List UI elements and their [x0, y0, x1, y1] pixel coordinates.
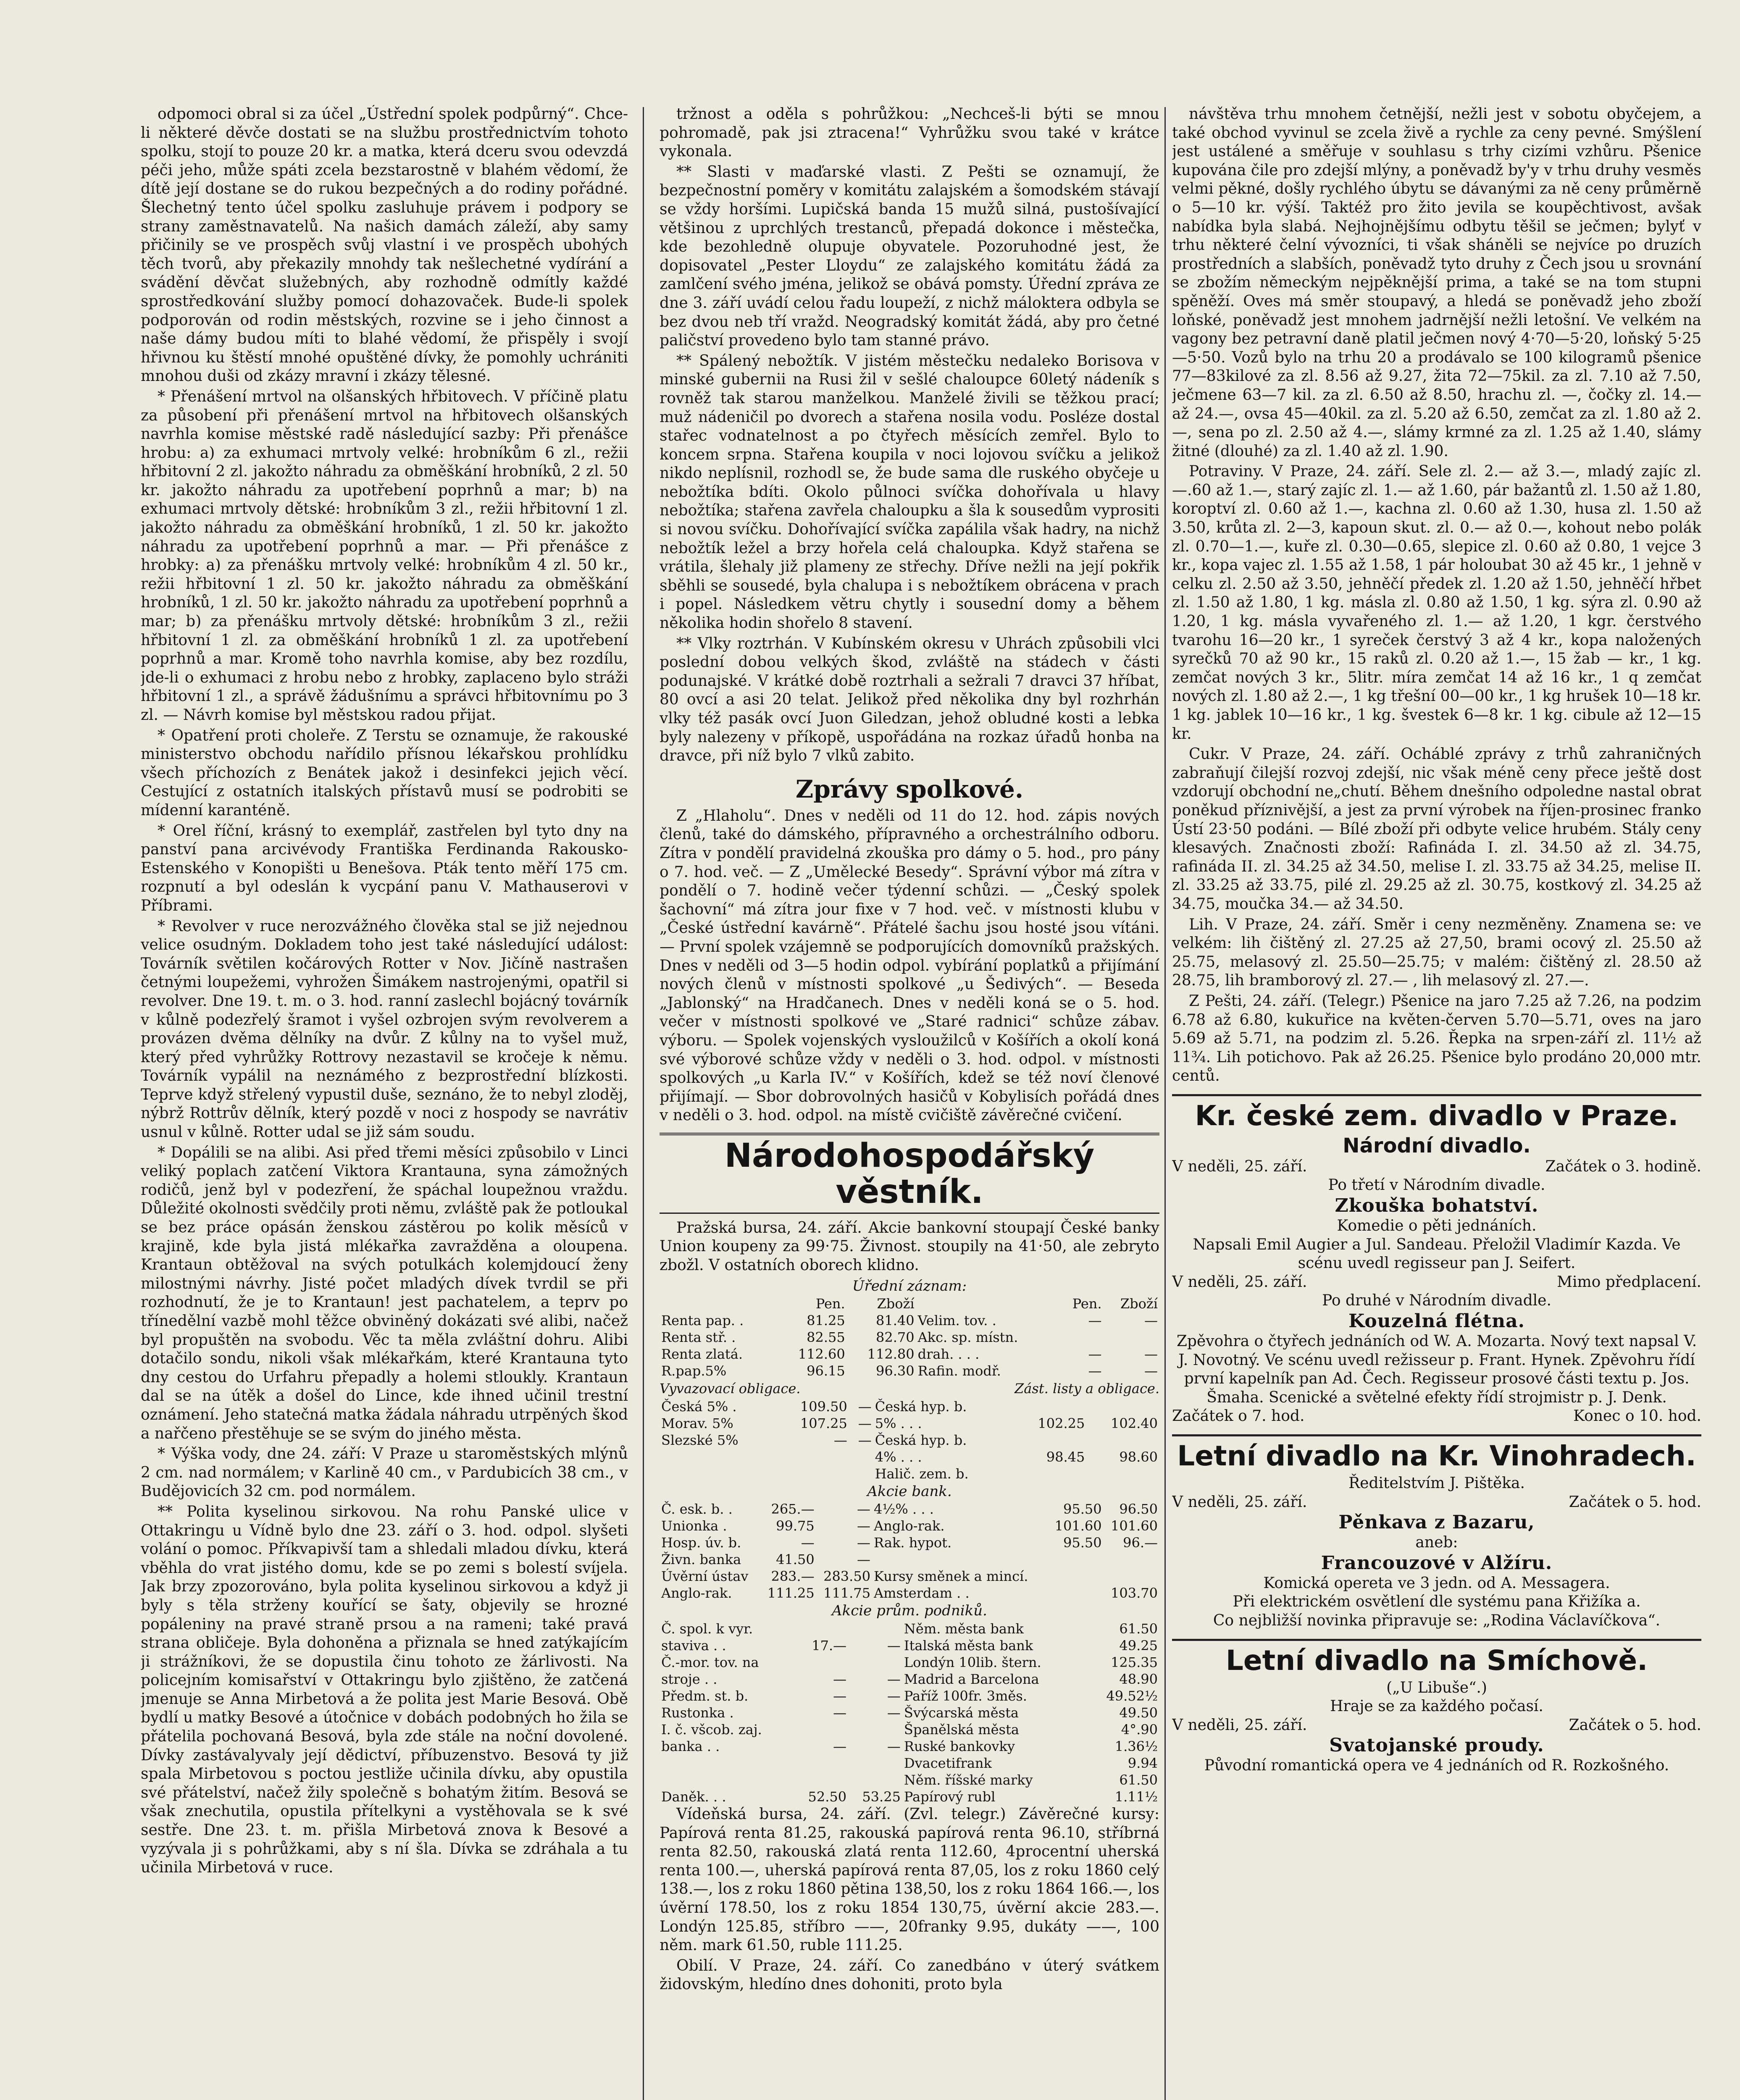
table-cell	[1084, 1772, 1088, 1788]
theatre-note: Při elektrickém osvětlení dle systému pana Křižíka a.	[1233, 1593, 1641, 1611]
table-cell	[794, 1620, 848, 1637]
table-cell	[794, 1721, 848, 1738]
table-cell: 283.—	[771, 1568, 815, 1585]
theatre-date: V neděli, 25. září.	[1172, 1273, 1307, 1291]
table-row	[660, 1704, 1159, 1721]
article-text: Potraviny. V Praze, 24. září. Sele zl. 2.— až 3.—, mladý zajíc zl. —.60 až 1.—, starý zajíc zl. 1.— až 1.60, pár bažantů zl. 1.50 až 1.80, koroptví zl. 0.60 až 1.—, kachna zl. 0.60 až 1.30, husa zl. 1.50 až 3.50, krůta zl. 2—3, kapoun skut. zl. 0.— až 0.—, kohout nebo polák zl. 0.70—1.—, kuře zl. 0.30—0.65, slepice zl. 0.60 až 0.80, 1 vejce 3 kr., kopa vajec zl. 1.55 až 1.58, 1 pár holoubat 30 až 45 kr., 1 jehně v celku zl. 2.50 až 3.50, jehněčí předek zl. 1.20 až 1.50, jehněčí hřbet zl. 1.50 až 1.80, 1 kg. másla zl. 0.80 až 1.50, 1 kg. sýra zl. 0.90 až 1.20, 1 kg. másla vyvařeného zl. 1.— až 1.20, 1 kgr. čerstvého tvarohu 16—20 kr., 1 syreček čerstvý 3 až 4 kr., kopa naložených syrečků 70 až 90 kr., 15 raků zl. 0.20 až 1.—, 15 žab — kr., 1 kg. zemčat nových 3 kr., 5litr. míra zemčat 14 až 16 kr., 1 q zemčat nových zl. 1.80 až 2.—, 1 kg třešní 00—00 kr., 1 kg hrušek 10—18 kr. 1 kg. jablek 10—16 kr., 1 kg. švestek 6—8 kr. 1 kg. cibule až 12—15 kr.	[1172, 463, 1701, 743]
table-row	[660, 1585, 1159, 1601]
column-divider	[1164, 107, 1166, 2100]
table-cell: 4½% . . .	[874, 1501, 934, 1517]
table-cell: 82.70	[875, 1329, 915, 1346]
theatre-start: Začátek o 3. hodině.	[1545, 1158, 1701, 1175]
table-cell	[1059, 1329, 1104, 1346]
table-cell: Něm. říšské marky	[904, 1772, 1033, 1788]
theatre-name: Národní divadlo.	[1343, 1134, 1531, 1158]
table-cell: Halič. zem. b.	[875, 1465, 969, 1482]
play-title: Svatojanské proudy.	[1329, 1735, 1544, 1756]
theatre-subname: („U Libuše“.)	[1386, 1679, 1487, 1696]
table-cell: 99.75	[776, 1518, 815, 1534]
table-cell: 283.50	[823, 1568, 871, 1585]
table-cell: 17.—	[812, 1638, 847, 1654]
table-cell: —	[857, 1535, 871, 1551]
table-cell	[848, 1755, 902, 1772]
table-caption: Úřední záznam:	[852, 1277, 967, 1294]
table-subhead: Akcie prům. podniků.	[832, 1602, 987, 1620]
article-text: * Výška vody, dne 24. září: V Praze u staroměstských mlýnů 2 cm. nad normálem; v Karlině 40 cm., v Pardubicích 38 cm., v Budějovicích 32 cm. pod normálem.	[141, 1445, 628, 1500]
table-cell: —	[887, 1671, 901, 1688]
theatre-date: V neděli, 25. září.	[1172, 1158, 1307, 1175]
bourse-table	[660, 1620, 1159, 1805]
table-cell	[1084, 1738, 1088, 1755]
table-cell	[776, 1449, 849, 1465]
table-row	[660, 1346, 1159, 1362]
column-divider	[643, 107, 644, 2100]
table-cell: 4% . . .	[875, 1449, 922, 1465]
table-cell	[848, 1654, 902, 1671]
table-cell	[1084, 1654, 1088, 1671]
theatre-line	[1172, 1493, 1701, 1512]
table-cell	[1014, 1465, 1087, 1482]
play-subtitle: aneb:	[1415, 1534, 1458, 1551]
play-title: Pěnkava z Bazaru,	[1338, 1512, 1535, 1533]
table-row	[660, 1551, 1159, 1568]
play-genre: Komická opereta ve 3 jedn. od A. Messagera.	[1263, 1574, 1610, 1592]
table-cell	[848, 1772, 902, 1788]
column-2	[660, 105, 1159, 2100]
table-cell	[660, 1449, 776, 1465]
table-row	[660, 1654, 1159, 1671]
table-cell	[1084, 1704, 1088, 1721]
table-cell: 96.15	[807, 1363, 845, 1379]
section-masthead: Národohospodářský věstník.	[660, 1133, 1159, 1214]
table-cell	[660, 1755, 794, 1772]
table-cell: —	[833, 1671, 847, 1688]
table-row	[660, 1432, 1159, 1449]
table-cell: —	[801, 1535, 815, 1551]
table-cell: Rak. hypot.	[874, 1535, 952, 1551]
table-cell: —	[1088, 1363, 1102, 1379]
table-cell: Úvěrní ústav	[661, 1568, 749, 1585]
table-cell: Rustonka .	[661, 1705, 734, 1721]
table-cell	[1084, 1688, 1088, 1704]
table-cell: Ruské bankovky	[904, 1738, 1015, 1755]
table-row	[660, 1738, 1159, 1755]
theatre-heading: Letní divadlo na Smíchově.	[1172, 1639, 1701, 1676]
table-cell: Paříž 100fr. 3měs.	[904, 1688, 1027, 1704]
table-cell	[848, 1620, 902, 1637]
table-row	[660, 1465, 1159, 1482]
table-cell: —	[1088, 1346, 1102, 1362]
table-cell: —	[887, 1738, 901, 1755]
table-cell: Anglo-rak.	[874, 1518, 945, 1534]
table-row	[660, 1534, 1159, 1551]
table-cell: 112.60	[798, 1346, 845, 1362]
article-text: ** Vlky roztrhán. V Kubínském okresu v Uhrách způsobili vlci poslední dobou velkých škod, zvláště na stádech v části podunajské. V krátké době roztrhali a sežrali 7 dravci 37 hříbat, 80 ovcí a asi 20 telat. Jelikož před několika dny byl rozhrhán vlky též pasák ovcí Juon Giledzan, jehož obludné kosti a lebka byly nalezeny v příkopě, uspořádána na rozkaz úřadů honba na dravce, při níž bylo 7 vlků zabito.	[660, 635, 1159, 765]
theatre-note: Mimo předplacení.	[1557, 1273, 1701, 1291]
bourse-table	[660, 1295, 1159, 1379]
table-cell: banka . .	[661, 1738, 720, 1755]
play-title: Zkouška bohatství.	[1335, 1195, 1539, 1217]
table-row	[660, 1517, 1159, 1534]
table-cell: Č. esk. b. .	[661, 1501, 733, 1517]
table-row	[660, 1620, 1159, 1637]
table-cell: 52.50	[808, 1789, 847, 1805]
table-cell: —	[857, 1551, 871, 1568]
table-cell: Pen.	[1072, 1296, 1102, 1312]
table-cell	[776, 1465, 849, 1482]
table-row	[660, 1312, 1159, 1329]
table-cell: Londýn 10lib. štern.	[904, 1654, 1041, 1671]
table-row	[660, 1788, 1159, 1805]
table-cell: 49.52½	[1106, 1688, 1158, 1704]
article-text: * Opatření proti choleře. Z Terstu se oznamuje, že rakouské ministerstvo obchodu nařídilo přísnou lékařskou prohlídku všech příchozích z Benátek jakož i desinfekci jejich věcí. Cestující z ostatních italských přístavů musí se podrobiti se mídenní karanténě.	[141, 727, 628, 819]
table-cell: Česká 5% .	[661, 1398, 737, 1415]
article-text: Z Pešti, 24. září. (Telegr.) Pšenice na jaro 7.25 až 7.26, na podzim 6.78 až 6.80, kukuřice na květen-červen 5.70—5.71, oves na jaro 5.69 až 5.71, na podzim zl. 5.26. Řepka na srpen-září zl. 11½ až 11¾. Lih potichovo. Pak až 26.25. Pšenice bylo prodáno 20,000 mtr. centů.	[1172, 992, 1701, 1085]
table-cell	[1086, 1432, 1159, 1449]
table-cell: 95.50	[1063, 1501, 1102, 1517]
table-cell: Velim. tov. .	[917, 1312, 996, 1329]
table-cell: 82.55	[807, 1329, 845, 1346]
table-cell: Renta stř. .	[661, 1329, 736, 1346]
section-heading: Zprávy spolkové.	[795, 774, 1024, 803]
table-cell: —	[833, 1705, 847, 1721]
theatre-note: Hraje se za každého počasí.	[1330, 1698, 1543, 1715]
table-cell	[1084, 1637, 1088, 1654]
table-cell: 61.50	[1119, 1772, 1158, 1788]
table-cell	[1047, 1568, 1103, 1585]
theatre-note: Po třetí v Národním divadle.	[1328, 1176, 1545, 1194]
article-text: Lih. V Praze, 24. září. Směr i ceny nezměněny. Znamena se: ve velkém: lih čištěný zl. 27.25 až 27,50, brami ocový zl. 25.50 až 25.75, melasový zl. 25.50—25.75; v malém: čištěný zl. 28.50 až 28.75, lih bramborový zl. 27.— , lih melasový zl. 27.—.	[1172, 916, 1701, 990]
article-text: ** Spálený nebožtík. V jistém městečku nedaleko Borisova v minské gubernii na Rusi žil v sešlé chaloupce 60letý nádeník s rovněž tak starou manželkou. Manželé živili se těžkou prací; muž nádeničil po dvorech a stařena nosila vodu. Posléze dostal stařec vodnatelnost a po čtyřech měsících zemřel. Bylo to koncem srpna. Stařena koupila v noci lojovou svíčku a jelikož nikdo neplísnil, rozhodl se, že bude sama dle ruského obyčeje u nebožtíka bdíti. Okolo půlnoci svíčka dohořívala u hlavy nebožtíka; stařena zavřela chaloupku a šla k sousedům vyprositi si novou svíčku. Dohořívající svíčka zapálila však hadry, na nichž nebožtík ležel a brzy hořela celá chaloupka. Když stařena se vrátila, šlehaly již plameny ze střechy. Dříve nežli na její pokřik sběhli se sousedé, byla chalupa i s nebožtíkem obrácena v prach i popel. Následkem větru chytly i sousední domy a během několika hodin shořelo 8 stavení.	[660, 352, 1159, 632]
table-cell: —	[887, 1705, 901, 1721]
table-subhead: Akcie bank.	[867, 1483, 952, 1500]
table-cell: Renta pap. .	[661, 1312, 744, 1329]
table-cell: —	[857, 1518, 871, 1534]
theatre-line	[1172, 1407, 1701, 1426]
table-cell: 4°.90	[1121, 1722, 1158, 1738]
table-cell: Č. spol. k vyr.	[661, 1621, 753, 1637]
table-cell: Pen.	[815, 1296, 845, 1312]
table-cell: 48.90	[1119, 1671, 1158, 1688]
theatre-line	[1172, 1273, 1701, 1292]
table-row	[660, 1362, 1159, 1379]
table-row	[660, 1688, 1159, 1704]
table-cell: 5% . . .	[875, 1415, 922, 1431]
table-cell: 96.—	[1123, 1535, 1158, 1551]
table-cell: 61.50	[1119, 1621, 1158, 1637]
table-cell: 96.30	[875, 1363, 915, 1379]
table-cell	[1014, 1432, 1087, 1449]
table-cell	[1084, 1671, 1088, 1688]
theatre-note: Po druhé v Národním divadle.	[1322, 1292, 1551, 1310]
table-cell	[1104, 1329, 1159, 1346]
article-text: * Přenášení mrtvol na olšanských hřbitovech. V příčině platu za působení při přenášení mrtvol na hřbitovech olšanských navrhla komise městské radě následující sazby: Při přenášce hrobu: a) za exhumaci mrtvoly velké: hrobníkům 6 zl., režii hřbitovní 2 zl. jakožto náhradu za obměškání hrobníků, 2 zl. 50 kr. jakožto náhradu za upotřebení poprhnů a mar; b) na exhumaci mrtvoly dětské: hrobníkům 3 zl., režii hřbitovní 1 zl. jakožto náhradu za obměškání hrobníků, 1 zl. 50 kr. jakožto náhradu za upotřebení poprhnů a mar. — Při přenášce z hrobky: a) za přenášku mrtvoly velké: hrobníkům 4 zl. 50 kr., režii hřbitovní 1 zl. 50 kr. jakožto náhradu za obměškání hrobníků, 1 zl. 50 kr. jakožto náhradu za upotřebení poprhnů a mar; b) za přenášku mrtvoly dětské: hrobníkům 3 zl., režii hřbitovní 1 zl. za obměškání hrobníků 1 zl. za upotřebení poprhnů a mar. Kromě toho navrhla komise, aby bez rozdílu, jde-li o exhumaci z hrobu nebo z hrobky, zaplaceno bylo stráži hřbitovní 1 zl., a správě žádušnímu a správci hřbitovnímu po 3 zl. — Návrh komise byl městskou radou přijat.	[141, 388, 628, 724]
table-cell: —	[887, 1688, 901, 1704]
table-cell: —	[1088, 1312, 1102, 1329]
article-text: * Dopálili se na alibi. Asi před třemi měsíci způsobilo v Linci veliký poplach zatčení Viktora Krantauna, syna zámožných rodičů, jenž byl v podezření, že spáchal loupežnou vraždu. Důležité okolnosti svědčily proti němu, zvláště pak že potloukal se bez práce opásán ženskou zástěrou po kolik měsíců v krajině, kde byla jistá mlékařka zavražděna a oloupena. Krantaun obtěžoval na svých potulkách kolemjdoucí ženy milostnými návrhy. Jisté počet mladých dívek tvrdil se při rozhodnutí, že je to Krantaun! jest pachatelem, a teprv po třínedělní vazbě mohl těžce obviněný dokázati své alibi, načež byl propuštěn na svobodu. Věc ta měla zvláštní dohru. Alibi dotačilo sondu, nikoli však mlékařkám, které Krantauna tyto dny cestou do Urfahru přepadly a holemi stloukly. Krantaun dal se na útěk a došel do Lince, kde ihned učinil trestní oznámení. Jeho statečná matka žádala náhradu utrpěných škod a nařčeno přestěhuje se se svým do jiného města.	[141, 1144, 628, 1442]
table-cell	[1086, 1398, 1159, 1415]
table-cell: 102.25	[1038, 1415, 1085, 1431]
table-cell: Živn. banka	[661, 1551, 741, 1568]
table-cell: R.pap.5%	[661, 1363, 727, 1379]
table-cell: Předm. st. b.	[661, 1688, 749, 1704]
table-cell	[1104, 1568, 1159, 1585]
table-cell: —	[833, 1688, 847, 1704]
play-genre: Původní romantická opera ve 4 jednáních od R. Rozkošného.	[1204, 1757, 1669, 1774]
theatre-date: V neděli, 25. září.	[1172, 1716, 1307, 1734]
play-title: Francouzové v Alžíru.	[1321, 1552, 1553, 1574]
table-cell: Italská města bank	[904, 1638, 1033, 1654]
play-credits: Zpěvohra o čtyřech jednáních od W. A. Mozarta. Nový text napsal V. J. Novotný. Ve scénu uvedl režisseur p. Frant. Hynek. Zpěvohru řídí první kapelník pan Ad. Čech. Regisseur prosové části textu p. Jos. Šmaha. Scenické a světelné efekty řídí strojmistr p. J. Denk.	[1176, 1333, 1697, 1406]
table-cell: 109.50	[800, 1398, 847, 1415]
table-cell: —	[858, 1415, 872, 1431]
table-cell: 111.75	[823, 1585, 871, 1601]
table-row	[660, 1501, 1159, 1517]
table-cell: 98.60	[1119, 1449, 1158, 1465]
article-text: Cukr. V Praze, 24. září. Ocháblé zprávy z trhů zahraničných zabraňují čilejší rozvoj zdejší, nic však méně ceny přece ještě dost vzdorují obchodní ne„chutí. Během dnešního odpoledne nastal obrat poněkud příznivější, a jest za první výrobek na říjen-prosinec franko Ústí 23·50 podáni. — Bílé zboží při odbyte velice hrubém. Stály ceny klesavých. Značnosti zboží: Rafináda I. zl. 34.50 až zl. 34.75, rafináda II. zl. 34.25 až 34.50, melise I. zl. 33.75 až 34.25, melise II. zl. 33.25 až 33.75, pilé zl. 29.25 až zl. 30.75, kostkový zl. 34.25 až 34.75, moučka 34.— až 34.50.	[1172, 746, 1701, 913]
table-row	[660, 1637, 1159, 1654]
table-cell: Č.-mor. tov. na	[661, 1654, 759, 1671]
article-text: ** Polita kyselinou sirkovou. Na rohu Panské ulice v Ottakringu u Vídně bylo dne 23. září o 3. hod. odpol. slyšeti volání o pomoc. Příkvapivší tam a shledali mladou dívku, která vběhla do vrat jistého domu, kde se po zemi s bolestí svíjela. Jak brzy zpozorováno, byla polita kyselinou sirkovou a když ji byly s těla strženy kouřící se šaty, objevily se hrozné popáleniny na pravé straně prsou a na rameni; také pravá strana obličeje. Byla dohoněna a přiznala se hned zatýkajícím ji strážníkovi, že se dopustila činu tohoto ze žárlivosti. Na policejním komisařství v Ottakringu bylo zjištěno, že zatčená jmenuje se Anna Mirbetová a že polita jest Marie Besová. Obě bydlí u matky Besové a útočnice v dobách podobných ho žila se přátelila pochovaná Besová, byla zde stále na noční dovolené. Dívky zastávalyvaly její dědictví, příbuzenstvo. Besová ty již spala Mirbetovou s poctou jestliže učinila dívku, aby opustila své přátelství, načež žily společně s bohatým žitím. Besová se však znechutila, opustila přítelkyni a vystěhovala se k své sestře. Dne 23. t. m. přišla Mirbetová znova k Besové a vyzývala ji s pohrůžkami, aby s ní šla. Dívka se zdráhala a tu učinila Mirbetová v ruce.	[141, 1503, 628, 1877]
article-text: Z „Hlaholu“. Dnes v neděli od 11 do 12. hod. zápis nových členů, také do dámského, přípravného a orchestrálního odboru. Zítra v pondělí pravidelná zkouška pro dámy o 5. hod., pro pány o 7. hod. več. — Z „Umělecké Besedy“. Správní výbor má zítra v pondělí o 7. hodině večer týdenní schůzi. — „Český spolek šachovní“ má zítra jour fixe v 7 hod. več. v místnosti klubu v „České ústřední kavárně“. Přátelé šachu jsou hosté jsou vítáni. — První spolek vzájemně se podporujících domovníků pražských. Dnes v neděli od 3—5 hodin odpol. vybírání poplatků a přijímání nových členů v místnosti spolkové „u Šedivých“. — Beseda „Jablonský“ na Hradčanech. Dnes v neděli koná se o 5. hod. večer v místnosti spolkové ve „Staré radnici“ schůze zábav. výboru. — Spolek vojenských vysloužilců v Košířích a okolí koná své výborové schůze vždy v neděli o 3. hod. odpol. v místnosti spolkových „u Karla IV.“ v Košířích, kdež se též noví členové přijímají. — Sbor dobrovolných hasičů v Kobylisích pořádá dnes v neděli o 3. hod. odpol. na místě cvičiště závěrečné cvičení.	[660, 807, 1159, 1124]
table-cell: 101.60	[1054, 1518, 1102, 1534]
table-row	[660, 1568, 1159, 1585]
table-cell	[849, 1449, 873, 1465]
article-text: Obilí. V Praze, 24. září. Co zanedbáno v úterý svátkem židovským, hledíno dnes dohoniti, proto byla	[660, 1957, 1159, 1993]
table-cell: Akc. sp. místn.	[917, 1329, 1018, 1346]
table-cell	[1014, 1398, 1087, 1415]
table-cell: 265.—	[771, 1501, 815, 1517]
table-cell	[1086, 1465, 1159, 1482]
table-cell	[1084, 1755, 1088, 1772]
table-cell: staviva . .	[661, 1638, 726, 1654]
table-cell: —	[858, 1432, 872, 1448]
table-cell: Švýcarská města	[904, 1705, 1019, 1721]
table-row	[660, 1755, 1159, 1772]
theatre-date: V neděli, 25. září.	[1172, 1493, 1307, 1511]
table-cell: Rafin. modř.	[917, 1363, 1001, 1379]
article-text: * Revolver v ruce nerozvážného člověka stal se již nejednou velice osudným. Dokladem toho jest také následující událost: Továrník světilen kočárových Rotter v Nov. Jičíně nastrašen četnými loupežemi, vyhrožen Šimákem nastrojenými, opatřil si revolver. Dne 19. t. m. o 3. hod. ranní zaslechl bojácný továrník v kůlně podezřelý šramot i vyšel ozbrojen svým revolverem a provázen dvěma dělníky na dvůr. Z kůlny na to vyšel muž, který před vyhrůžky Rottrovy nezastavil se kročeje k němu. Továrník vypálil na neznámého z bezprostřední blízkosti. Teprve když střelený vypustil duše, seznáno, že to nebyl zloděj, nýbrž Rottrův dělník, který pozdě v noci z hospody se navrátiv usnul v kůlně. Rotter udal se již sám soudu.	[141, 917, 628, 1141]
table-cell	[1047, 1585, 1103, 1601]
theatre-heading: Letní divadlo na Kr. Vinohradech.	[1172, 1434, 1701, 1472]
table-cell: 49.25	[1119, 1638, 1158, 1654]
table-cell: —	[833, 1738, 847, 1755]
table-cell: —	[833, 1432, 847, 1448]
table-cell: Zboží	[1120, 1296, 1158, 1312]
column-1	[141, 105, 628, 2100]
theatre-start: Začátek o 7. hod.	[1172, 1407, 1305, 1425]
table-cell: 95.50	[1063, 1535, 1102, 1551]
table-cell: 1.36½	[1114, 1738, 1158, 1755]
table-subhead: Vyvazovací obligace.	[660, 1381, 801, 1397]
table-cell: I. č. všcob. zaj.	[661, 1722, 762, 1738]
theatre-line	[1172, 1716, 1701, 1735]
theatre-direction: Ředitelstvím J. Pištěka.	[1348, 1475, 1525, 1492]
table-cell	[916, 1295, 1059, 1312]
play-title: Kouzelná flétna.	[1348, 1310, 1525, 1332]
table-cell: Unionka .	[661, 1518, 727, 1534]
article-text: tržnost a oděla s pohrůžkou: „Nechceš-li býti se mnou pohromadě, pak jsi ztracena!“ Vyhrůžku svou také v krátce vykonala.	[660, 105, 1159, 160]
table-cell: 107.25	[800, 1415, 847, 1431]
theatre-end: Konec o 10. hod.	[1573, 1407, 1701, 1425]
table-cell: —	[1144, 1312, 1158, 1329]
table-subheads	[660, 1379, 1159, 1398]
theatre-note: Co nejbližší novinka připravuje se: „Rodina Václavíčkova“.	[1213, 1612, 1661, 1629]
table-row	[660, 1295, 1159, 1312]
table-cell: drah. . . .	[917, 1346, 980, 1362]
table-cell: 49.50	[1119, 1705, 1158, 1721]
table-cell: Česká hyp. b.	[875, 1432, 967, 1448]
table-cell: Madrid a Barcelona	[904, 1671, 1039, 1688]
table-cell	[1084, 1721, 1088, 1738]
table-row	[660, 1671, 1159, 1688]
theatre-line	[1172, 1158, 1701, 1176]
table-cell: 125.35	[1111, 1654, 1158, 1671]
article-text: návštěva trhu mnohem četnější, nežli jest v sobotu obyčejem, a také obchod vyvinul se zcela živě a rychle za ceny pevné. Smýšlení jest ustálené a směřuje v souhlasu s trhy cizími vzhůru. Pšenice kupována čile pro zdejší mlýny, a poněvadž by'y v trhu druhy vesměs velmi pěkné, došly rychlého úbytu se dávanými za ně ceny průměrně o 5—10 kr. výší. Taktéž pro žito jevila se koupěchtivost, avšak nabídka byla slabá. Nejhojnějšímu odbytu těšil se ječmen; bylyť v trhu některé čelní vývozníci, ti však sháněli se nejvíce po druzích prostředních a slabších, poněvadž tyto druhy z Čech jsou u srovnání se zbožím německým nejpěknější prima, a také se na tom stupni spěněží. Oves má směr stoupavý, a hledá se poněvadž jeho zboží loňské, poněvadž jest mnohem jadrnější nežli letošní. Ve velkém na vagony bez petravní daně platil ječmen nový 4·70—5·20, loňský 5·25—5·50. Vozů bylo na trhu 20 a prodávalo se 100 kilogramů pšenice 77—83kilové za zl. 8.56 až 9.27, žita 72—75kil. za zl. 7.10 až 7.50, ječmene 63—7 kil. za zl. 6.50 až 8.50, hrachu zl. —, čočky zl. 14.— až 24.—, ovsa 45—40kil. za zl. 5.20 až 6.50, zemčat za zl. 1.80 až 2.—, sena po zl. 2.50 až 4.—, slámy krmné za zl. 1.25 až 1.40, slámy žitné (dlouhé) za zl. 1.40 až zl. 1.90.	[1172, 105, 1701, 460]
table-cell	[1084, 1788, 1088, 1805]
article-text: * Orel říční, krásný to exemplář, zastřelen byl tyto dny na panství pana arcivévody Františka Ferdinanda Rakousko-Estenského v Konopišti u Benešova. Pták tento měří 175 cm. rozpnutí a byl odeslán k vycpání panu V. Mathauserovi v Příbrami.	[141, 822, 628, 914]
play-genre: Komedie o pěti jednáních.	[1337, 1217, 1537, 1235]
table-cell: Něm. města bank	[904, 1621, 1024, 1637]
table-cell	[1104, 1551, 1159, 1568]
table-cell	[1047, 1551, 1103, 1568]
table-cell: Daněk. . .	[661, 1789, 726, 1805]
table-cell: 96.50	[1119, 1501, 1158, 1517]
table-cell: Renta zlatá.	[661, 1346, 743, 1362]
article-text: ** Slasti v maďarské vlasti. Z Pešti se oznamují, že bezpečnostní poměry v komitátu zalajském a šomodském stávají se vždy horšími. Lupičská banda 15 mužů silná, pustošívající většinou z uprchlých trestanců, přepadá dokonce i městečka, kde bezohledně olupuje obyvatele. Pozoruhodné jest, že dopisovatel „Pester Lloydu“ ze zalajského komitátu žádá za zamlčení svého jména, jelikož se obává pomsty. Úřední zpráva ze dne 3. září uvádí celou řadu loupeží, z nichž máloktera odbyla se bez dvou neb tří vražd. Neogradský komitát žádá, aby pro četné paličství provedeno bylo tam stanné právo.	[660, 163, 1159, 349]
table-cell	[660, 1465, 776, 1482]
table-subhead: Zást. listy a obligace.	[1015, 1381, 1159, 1397]
play-credits: Napsali Emil Augier a Jul. Sandeau. Přeložil Vladimír Kazda. Ve scénu uvedl regisseur pan J. Seifert.	[1193, 1236, 1681, 1272]
table-row	[660, 1415, 1159, 1432]
table-cell: Česká hyp. b.	[875, 1398, 967, 1415]
table-cell: —	[857, 1501, 871, 1517]
column-3	[1172, 105, 1701, 2100]
theatre-start: Začátek o 5. hod.	[1569, 1716, 1701, 1734]
table-cell: —	[1144, 1346, 1158, 1362]
table-cell: 102.40	[1111, 1415, 1158, 1431]
theatre-heading: Kr. české zem. divadlo v Praze.	[1172, 1094, 1701, 1131]
table-row	[660, 1329, 1159, 1346]
table-cell: 112.80	[867, 1346, 915, 1362]
table-cell	[872, 1551, 1047, 1568]
table-cell	[794, 1755, 848, 1772]
table-cell: 101.60	[1111, 1518, 1158, 1534]
article-text: Vídeňská bursa, 24. září. (Zvl. telegr.) Závěrečné kursy: Papírová renta 81.25, rakouská papírová renta 96.10, stříbrná renta 82.50, rakouská zlatá renta 112.60, 4procentní uherská renta 100.—, uherská papírová renta 87,05, los z roku 1860 celý 138.—, los z roku 1860 pětina 138,50, los z roku 1864 166.—, los úvěrní 178.50, los z roku 1854 130,75, úvěrní akcie 283.—. Londýn 125.85, stříbro ——, 20franky 9.95, dukáty ——, 100 něm. mark 61.50, ruble 111.25.	[660, 1806, 1159, 1954]
table-cell: —	[887, 1638, 901, 1654]
table-cell	[660, 1772, 794, 1788]
table-cell: —	[858, 1398, 872, 1415]
table-cell: 1.11½	[1114, 1789, 1158, 1805]
bourse-table	[660, 1501, 1159, 1601]
table-cell	[794, 1772, 848, 1788]
table-cell: strojе . .	[661, 1671, 718, 1688]
table-row	[660, 1398, 1159, 1415]
table-cell	[849, 1465, 873, 1482]
table-cell: Zboží	[877, 1296, 915, 1312]
table-row	[660, 1772, 1159, 1788]
table-cell: 41.50	[776, 1551, 815, 1568]
table-cell	[660, 1295, 778, 1312]
table-cell	[848, 1721, 902, 1738]
table-cell: Anglo-rak.	[661, 1585, 732, 1601]
table-row	[660, 1721, 1159, 1738]
table-cell: Španělská města	[904, 1722, 1019, 1738]
table-row	[660, 1449, 1159, 1465]
theatre-start: Začátek o 5. hod.	[1569, 1493, 1701, 1511]
table-cell: 98.45	[1046, 1449, 1085, 1465]
bourse-table	[660, 1398, 1159, 1482]
table-cell: Morav. 5%	[661, 1415, 733, 1431]
table-cell: Amsterdam . .	[874, 1585, 970, 1601]
table-cell: Dvacetifrank	[904, 1755, 992, 1772]
table-cell: 53.25	[862, 1789, 901, 1805]
table-cell: 111.25	[767, 1585, 815, 1601]
table-cell: Papírový rubl	[904, 1789, 996, 1805]
table-cell	[1084, 1620, 1088, 1637]
table-cell: 9.94	[1128, 1755, 1158, 1772]
table-cell: —	[1144, 1363, 1158, 1379]
table-cell	[794, 1654, 848, 1671]
table-cell: 81.40	[875, 1312, 915, 1329]
table-cell: 81.25	[807, 1312, 845, 1329]
table-cell: 103.70	[1111, 1585, 1158, 1601]
table-cell: Kursy směnek a mincí.	[874, 1568, 1028, 1585]
table-cell: Slezské 5%	[661, 1432, 739, 1448]
article-text: odpomoci obral si za účel „Ústřední spolek podpůrný“. Chce-li některé děvče dostati se na službu prostřednictvím tohoto spolku, stojí to pouze 20 kr. a matka, která dceru svou odevzdá péči jeho, může spáti zcela bezstarostně v blahém vědomí, že dítě její dostane se do rukou bezpečných a do rodiny pořádné. Šlechetný tento účel spolku zasluhuje právem i podpory se strany zaměstnavatelů. Na našich damách záleží, aby samy přičinily se ve prospěch svůj vlastní i ve prospěch ubohých těch tvorů, aby překazily mnohdy tak nešlechetné vydírání a svádění děvčat služebných, aby rozhodně odmítly každé sprostředkování služby pomocí dohazovaček. Bude-li spolek podporován od rodin městských, rozvine se i jeho činnost a naše dámy budou míti to blahé vědomí, že přispěly i svojí hřivnou ku štěstí mnohé opuštěné dívky, že pomohly uchrániti mnohou duši od zkázy mravní i zkázy tělesné.	[141, 105, 628, 385]
table-cell: Hosp. úv. b.	[661, 1535, 741, 1551]
article-text: Pražská bursa, 24. září. Akcie bankovní stoupají České banky Union koupeny za 99·75. Živnost. stoupily na 41·50, ale zebryto zbožl. V ostatních oborech klidno.	[660, 1219, 1159, 1274]
